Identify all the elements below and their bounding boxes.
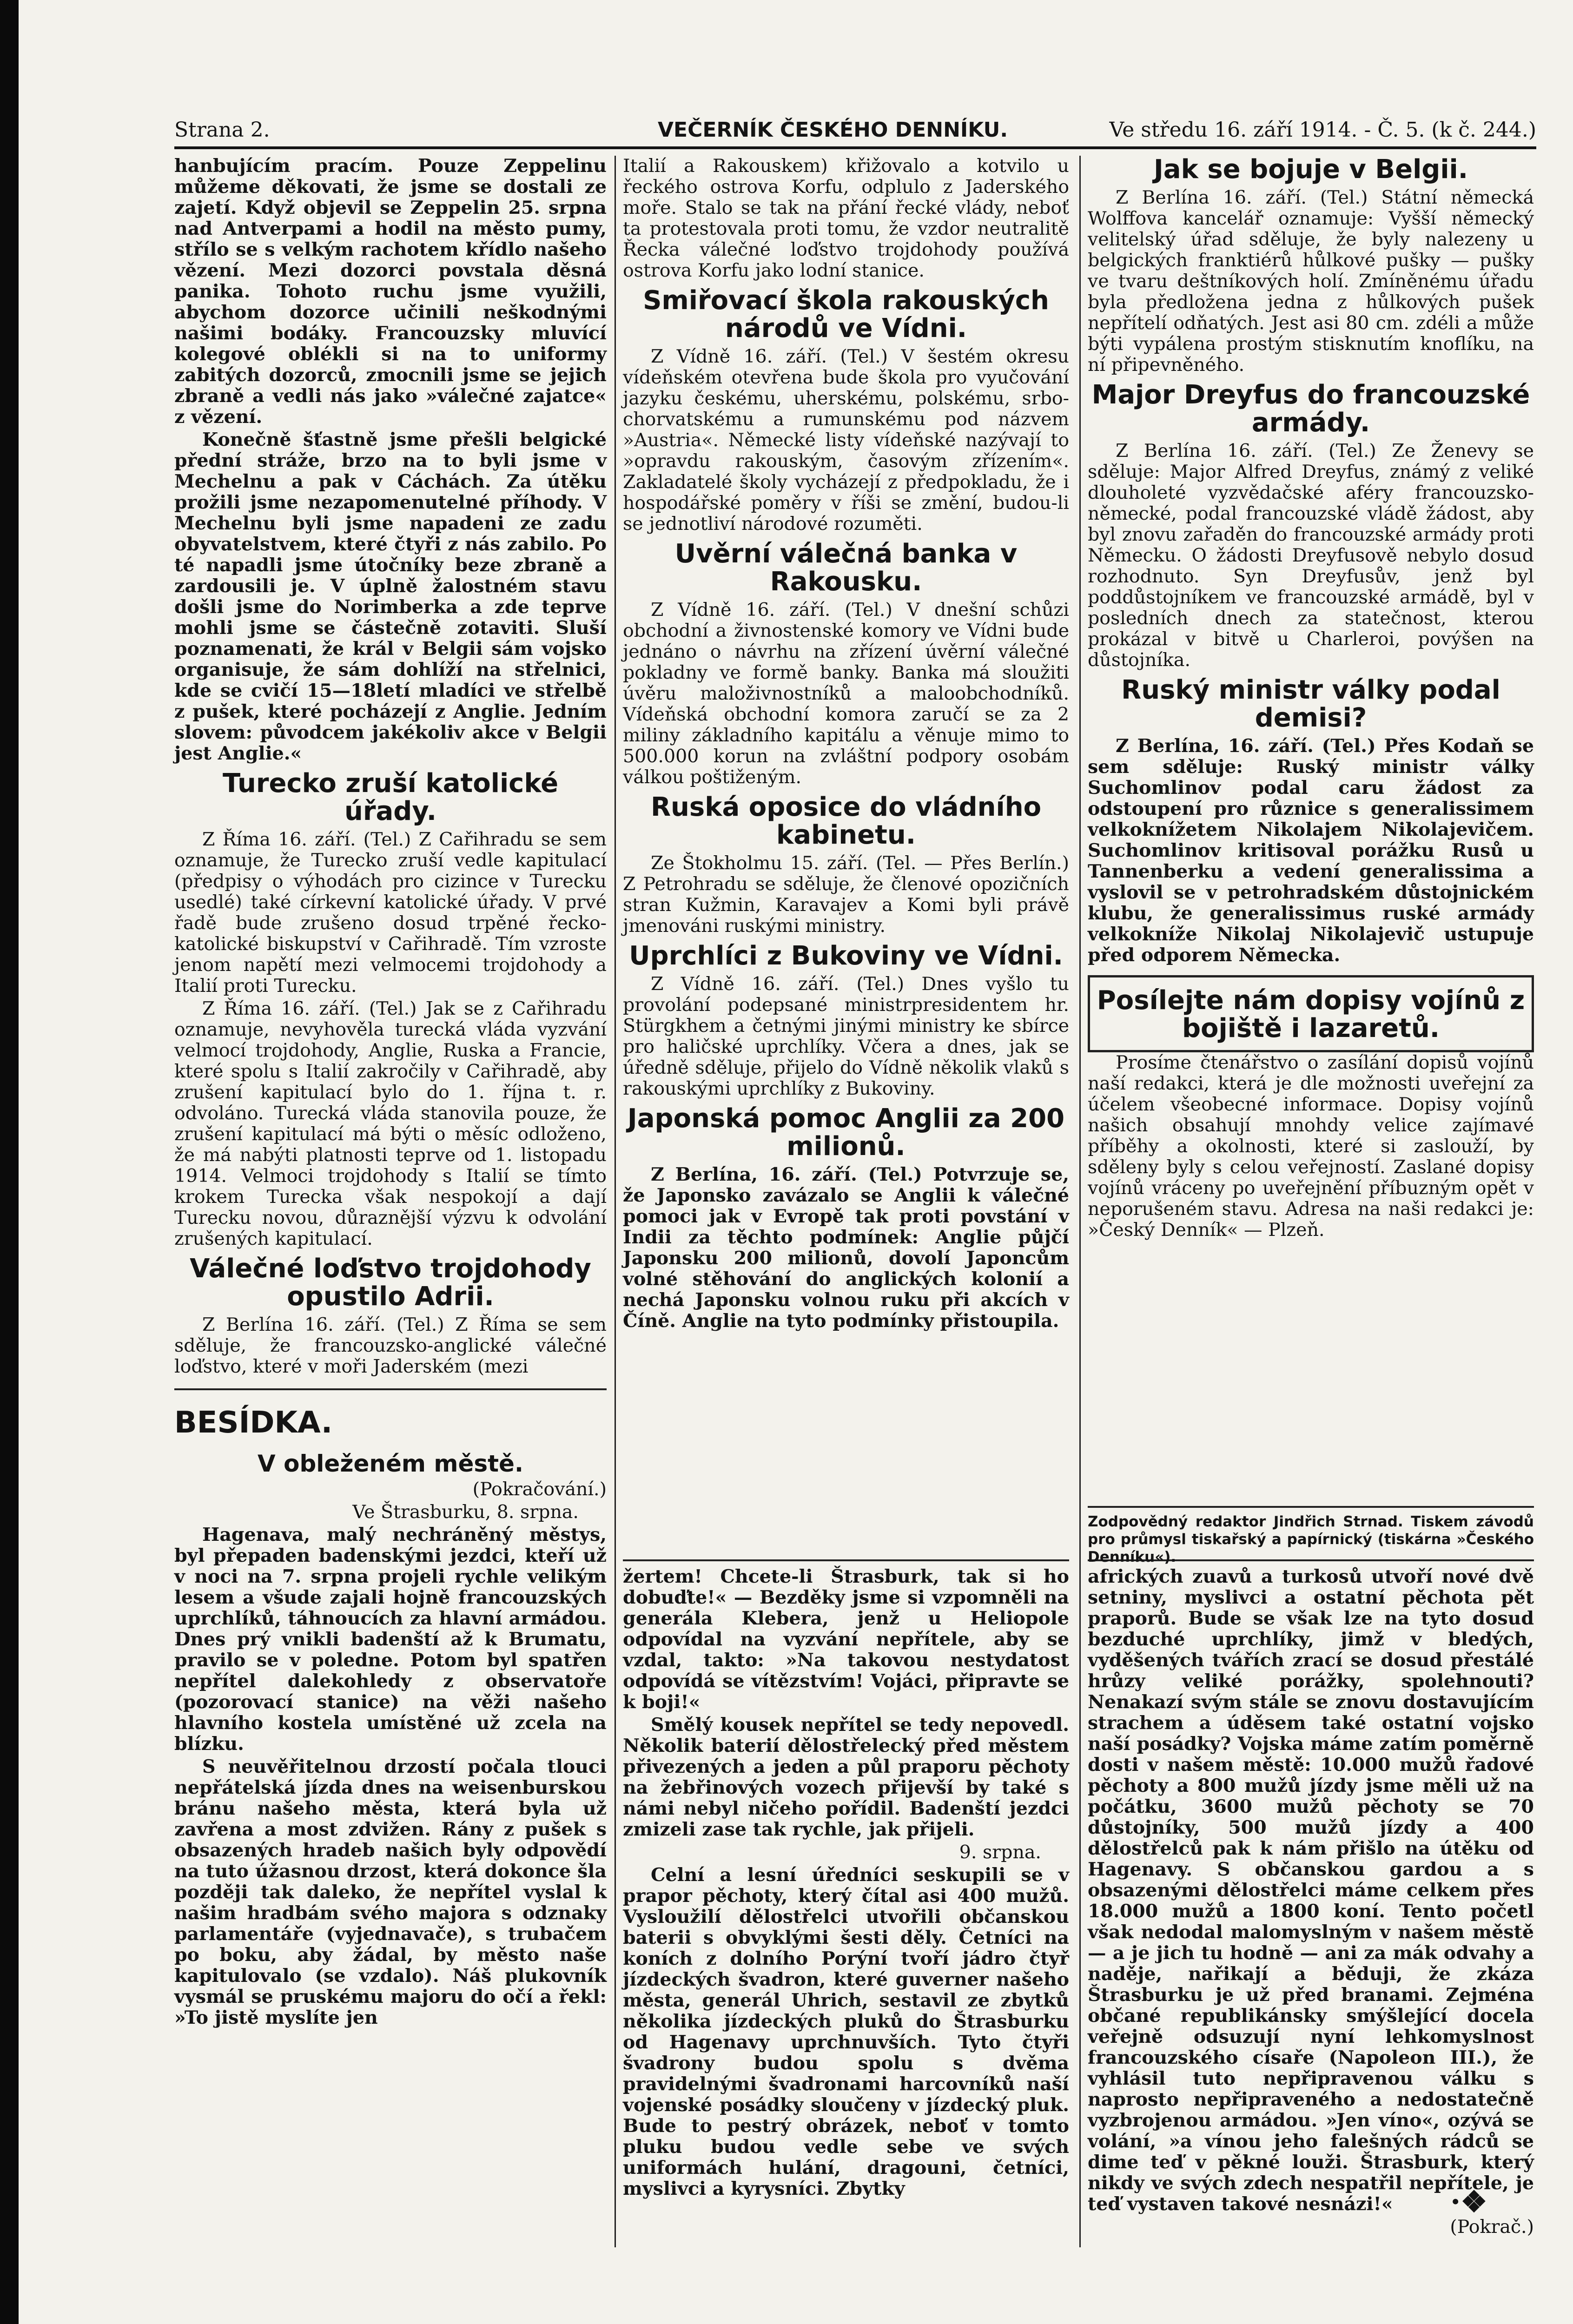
- column-rule: [615, 156, 616, 2247]
- newspaper-title: VEČERNÍK ČESKÉHO DENNÍKU.: [658, 118, 1008, 142]
- headline: Major Dreyfus do francouzské armády.: [1091, 380, 1530, 438]
- article-paragraph: hanbujícím pracím. Pouze Zeppelinu můžeme děkovati, že jsme se dostali ze zajetí. Když objevil se Zeppelin 25. srpna nad Antverpami a hodil na město pumy, střílo se s velkým rachotem křídlo našeho vězení. Mezi dozorci povstala děsná panika. Tohoto ruchu jsme využili, abychom dozorce učinili neškodnými našimi bodáky. Francouzsky mluvící kolegové oblékli si na to uniformy zabitých dozorců, zmocnili jsme se jejich zbraně a vedli nás jako »válečné zajatce« z vězení.: [174, 155, 607, 428]
- story-paragraph: Hagenava, malý nechráněný městys, byl přepaden badenskými jezdci, kteří už v noci na 7. srpna projeli rychle velikým lesem a všude zajali hojně francouzských uprchlíků, táhnoucích za hlavní armádou. Dnes prý vnikli badenští až k Brumatu, pravilo se v poledne. Potom byl spatřen nepřítel dalekohledy z observatoře (pozorovací stanice) na věži našeho hlavního kostela umístěné už zcela na blízku.: [174, 1524, 607, 1755]
- headline: Ruský ministr války podal demisi?: [1121, 675, 1500, 733]
- story-dateline: 9. srpna.: [959, 1842, 1041, 1863]
- column-rule: [1079, 156, 1081, 2247]
- story-paragraph: S neuvěřitelnou drzostí počala tlouci nepřátelská jízda dnes na weisenburskou bránu našeho města, která byla už zavřena a most zdvižen. Rány z pušek s obsazených hradeb našich byly odpovědí na tuto úžasnou drzost, která dokonce šla později tak daleko, že nepřítel vyslal k našim hradbám svého majora s odznaky parlamentáře (vyjednavače), s trubačem po boku, aby žádal, by město naše kapitulovalo (se vzdalo). Náš plukovník vysmál se pruskému majoru do očí a řekl: »To jistě myslíte jen: [174, 1756, 607, 2028]
- column-2-story: [623, 1566, 1069, 2199]
- article-paragraph: Konečně šťastně jsme přešli belgické přední stráže, brzo na to byli jsme v Mechelnu a pak v Cáchách. Za útěku prožili jsme nezapomenutelné příhody. V Mechelnu byli jsme napadeni ze zadu obyvatelstvem, které čtyři z nás zabilo. Po té napadli jsme útočníky beze zbraně a zardousili je. V úplně žalostném stavu došli jsme do Norimberka a zde teprve mohli jsme se částečně zotaviti. Sluší poznamenati, že král v Belgii sám vojsko organisuje, že sám dohlíží na střelnici, kde se cvičí 15—18letí mladíci ve střelbě z pušek, které pocházejí z Anglie. Jedním slovem: původcem jakékoliv akce v Belgii jest Anglie.«: [174, 429, 607, 764]
- article-paragraph: Italií a Rakouskem) křižovalo a kotvilo u řeckého ostrova Korfu, odplulo z Jaderského moře. Stalo se tak na přání řecké vlády, neboť ta protestovala proti tomu, že vzdor neutralitě Řecka válečné loďstvo trojdohody používá ostrova Korfu jako lodní stanice.: [623, 155, 1069, 281]
- headline: Válečné loďstvo trojdohody opustilo Adrii.: [190, 1254, 591, 1312]
- article-paragraph: Z Berlína, 16. září. (Tel.) Přes Kodaň se sem sděluje: Ruský ministr války Suchomlinov podal caru žádost za odstoupení pro různice s generalissimem velkoknížetem Nikolajem Nikolajevičem. Suchomlinov kritisoval porážku Rusů u Tannenberku a vedení generalissima a vyslovil se v petrohradském důstojnickém klubu, že generalissimus ruské armády velkokníže Nikolaj Nikolajevič ustupuje před odporem Německa.: [1088, 735, 1534, 966]
- feuilleton-heading: BESÍDKA.: [174, 1406, 333, 1440]
- story-paragraph: Celní a lesní úředníci seskupili se v prapor pěchoty, který čítal asi 400 mužů. Vysloužilí dělostřelci utvořili občanskou baterii s obvyklými šesti děly. Četníci na koních z dolního Porýní tvoří jádro čtyř jízdeckých švadron, které guverner našeho města, generál Uhrich, sestavil ze zbytků několika jízdeckých pluků do Štrasburku od Hagenavy uprchnuvších. Tyto čtyři švadrony budou spolu s dvěma pravidelnými švadronami harcovníků naší vojenské posádky sloučeny v jízdecký pluk. Bude to pestrý obrázek, neboť v tomto pluku budou vedle sebe ve svých uniformách hulání, dragouni, četníci, myslivci a kyrysníci. Zbytky: [623, 1864, 1069, 2199]
- article-paragraph: Z Berlína, 16. září. (Tel.) Potvrzuje se, že Japonsko zavázalo se Anglii k válečné pomoci jak v Evropě tak proti povstání v Indii za těchto podmínek: Anglie půjčí Japonsku 200 milionů, dovolí Japoncům volné stěhování do anglických kolonií a nechá Japonsku volnou ruku při akcích v Číně. Anglie na tyto podmínky přistoupila.: [623, 1164, 1069, 1332]
- story-paragraph: žertem! Chcete-li Štrasburk, tak si ho dobuďte!« — Bezděky jsme si vzpomněli na generála Klebera, jenž u Heliopole odpovídal na vyzvání nepřítele, aby se vzdal, takto: »Na takovou nestydatost odpovídá se vítězstvím! Vojáci, připravte se k boji!«: [623, 1566, 1069, 1713]
- issue-date: Ve středu 16. září 1914. - Č. 5. (k č. 244.): [1109, 118, 1536, 142]
- headline: Japonská pomoc Anglii za 200 milionů.: [627, 1103, 1065, 1162]
- headline: Posílejte nám dopisy vojínů z bojiště i lazaretů.: [1097, 985, 1525, 1043]
- headline: Uprchlíci z Bukoviny ve Vídni.: [629, 941, 1063, 971]
- newspaper-page: [19, 0, 1573, 2324]
- article-paragraph: Prosíme čtenářstvo o zasílání dopisů vojínů naší redakci, která je dle možnosti uveřejní za účelem všeobecné informace. Dopisy vojínů našich obsahují mnohdy velice zajímavé příběhy a okolnosti, které si zaslouží, by sděleny byly s celou veřejností. Zaslané dopisy vojínů vráceny po uveřejnění příbuzným opět v neporušeném stavu. Adresa na naši redakci je: »Český Denník« — Plzeň.: [1088, 1052, 1534, 1241]
- column-3-story: [1088, 1566, 1534, 2238]
- headline: Jak se bojuje v Belgii.: [1153, 154, 1468, 185]
- article-paragraph: Z Vídně 16. září. (Tel.) V šestém okresu vídeňském otevřena bude škola pro vyučování jazyku českému, uherskému, polskému, srbo-chorvatskému a rumunskému pod názvem »Austria«. Německé listy vídeňské nazývají to »opravdu rakouským, časovým zřízením«. Zakladatelé školy vycházejí z předpokladu, že i hospodářské poměry v říši se změní, budou-li se jednotliví národové rozuměti.: [623, 346, 1069, 535]
- article-paragraph: Z Berlína 16. září. (Tel.) Státní německá Wolffova kancelář oznamuje: Vyšší německý velitelský úřad sděluje, že byly nalezeny u belgických franktiérů hůlkové pušky — pušky ve tvaru deštníkových holí. Zmíněnému úřadu byla předložena jedna z hůlkových pušek nepřítelí odňatých. Jest asi 80 cm. zdéli a může býti vypálena prostým stisknutím knoflíku, na ní připevněného.: [1088, 187, 1534, 376]
- story-paragraph: afrických zuavů a turkosů utvoří nové dvě setniny, myslivci a ostatní pěchota pět praporů. Bude se však lze na tyto dosud bezduché uprchlíky, jimž v bledých, vyděšených tvářích zrací se dosud přestálé hrůzy veliké porážky, spolehnouti? Nenakazí svým stále se znovu dostavujícím strachem a úděsem také ostatní vojsko naší posádky? Vojska máme zatím poměrně dosti v našem městě: 10.000 mužů řadové pěchoty a 800 mužů jízdy jsme měli už na počátku, 3600 mužů pěchoty se 70 důstojníky, 500 mužů jízdy a 400 dělostřelců pak k nám přišlo na útěku od Hagenavy. S občanskou gardou a s obsazenými dělostřelci máme celkem přes 18.000 mužů a 1800 koní. Tento početl však nedodal malomyslným v našem městě — a je jich tu hodně — ani za mák odvahy a naděje, nařikají a běduji, že zkáza Štrasburku je už před branami. Zejména občané republikánsky smýšlející docela veřejně odsuzují nyní lehkomyslnost francouzského císaře (Napoleon III.), že vyhlásil tuto nepřipravenou válku s naprosto nepřipraveného a nedostatečně vyzbrojenou armádou. »Jen víno«, ozývá se volání, »a vínou jeho falešných rádců se dime teď v pěkné louži. Štrasburk, který nikdy ve svých zdech nespatřil nepřítele, je teď vystaven takové nesnázi!«: [1088, 1566, 1534, 2215]
- article-paragraph: Z Berlína 16. září. (Tel.) Ze Ženevy se sděluje: Major Alfred Dreyfus, známý z veliké dlouholeté vyzvědačské aféry francouzsko-německé, podal francouzské vládě žádost, aby byl znovu zařaděn do francouzské armády proti Německu. O žádosti Dreyfusově nebylo dosud rozhodnuto. Syn Dreyfusův, jenž byl poddůstojníkem ve francouzské armádě, byl v posledních dnech za statečnost, kterou prokázal v bitvě u Charleroi, povýšen na důstojníka.: [1088, 440, 1534, 671]
- page-header: [174, 114, 1536, 149]
- imprint: [1088, 1513, 1534, 1565]
- section-rule: [1088, 1506, 1534, 1508]
- continuation-note: (Pokrač.): [1450, 2216, 1534, 2238]
- article-paragraph: Z Vídně 16. září. (Tel.) Dnes vyšlo tu provolání podepsané ministrpresidentem hr. Stürgkhem a četnými jinými ministry ke sbírce pro haličské uprchlíky. Včera a dnes, jak se úředně sděluje, přijelo do Vídně několik vlaků s rakouskými uprchlíky z Bukoviny.: [623, 973, 1069, 1099]
- ornament-mark: ·❖: [1450, 2185, 1487, 2219]
- article-paragraph: Z Vídně 16. září. (Tel.) V dnešní schůzi obchodní a živnostenské komory ve Vídni bude jednáno o návrhu na zřízení úvěrní válečné pokladny ve formě banky. Banka má sloužiti úvěru maloživnostníků a maloobchodníků. Vídeňská obchodní komora zaručí se za 2 miliny základního kapitálu a věnuje mimo to 500.000 korun na zvláštní podpory osobám válkou poštiženým.: [623, 599, 1069, 788]
- column-3: [1088, 156, 1534, 1504]
- story-title: V obleženém městě.: [258, 1450, 523, 1477]
- article-paragraph: Z Berlína 16. září. (Tel.) Z Říma se sem sděluje, že francouzsko-anglické válečné loďstvo, které v moři Jaderském (mezi: [174, 1314, 607, 1377]
- section-rule: [174, 1388, 607, 1390]
- section-rule: [623, 1559, 1069, 1561]
- headline: Turecko zruší katolické úřady.: [222, 768, 559, 826]
- column-2: [623, 156, 1069, 1555]
- headline: Ruská oposice do vládního kabinetu.: [650, 792, 1042, 850]
- column-1: [174, 156, 607, 2324]
- headline: Uvěrní válečná banka v Rakousku.: [674, 539, 1018, 597]
- story-paragraph: Smělý kousek nepřítel se tedy nepovedl. Několik baterií dělostřelecký před městem přivezených a jeden a půl praporu pěchoty na žebřinových vozech přijevší by také s námi nebyl ničeho pořídil. Badenští jezdci zmizeli zase tak rychle, jak přijeli.: [623, 1714, 1069, 1840]
- article-paragraph: Ze Štokholmu 15. září. (Tel. — Přes Berlín.) Z Petrohradu se sděluje, že členové opozičních stran Kužmin, Karavajev a Komi byli právě jmenováni ruskými ministry.: [623, 852, 1069, 937]
- appeal-box: [1088, 975, 1534, 1052]
- continuation-note: (Pokračování.): [472, 1479, 607, 1500]
- page-number: Strana 2.: [174, 118, 270, 142]
- imprint-text: Zodpovědný redaktor Jindřich Strnad. Tiskem závodů pro průmysl tiskařský a papírnický (tiskárna »Českého Denníku«).: [1088, 1513, 1534, 1565]
- article-paragraph: Z Říma 16. září. (Tel.) Jak se z Cařihradu oznamuje, nevyhověla turecká vláda vyzvání velmocí trojdohody, Anglie, Ruska a Francie, které spolu s Italií zakročily v Cařihradě, aby zrušení kapitulací bylo do 1. října t. r. odvoláno. Turecká vláda stanovila pouze, že zrušení kapitulací má býti o měsíc odloženo, že má nabýti platnosti teprve od 1. listopadu 1914. Velmoci trojdohody s Italií se tímto krokem Turecka však nespokojí a dají Turecku novou, důraznější výzvu k odvolání zrušených kapitulací.: [174, 998, 607, 1249]
- story-dateline: Ve Štrasburku, 8. srpna.: [352, 1501, 579, 1523]
- article-paragraph: Z Říma 16. září. (Tel.) Z Cařihradu se sem oznamuje, že Turecko zruší vedle kapitulací (předpisy o výhodách pro cizince v Turecku usedlé) také církevní katolické úřady. V prvé řadě bude zrušeno dosud trpěné řecko-katolické biskupství v Cařihradě. Tím vzroste jenom napětí mezi velmocemi trojdohody a Italií proti Turecku.: [174, 829, 607, 997]
- headline: Smiřovací škola rakouských národů ve Vídni.: [643, 285, 1049, 343]
